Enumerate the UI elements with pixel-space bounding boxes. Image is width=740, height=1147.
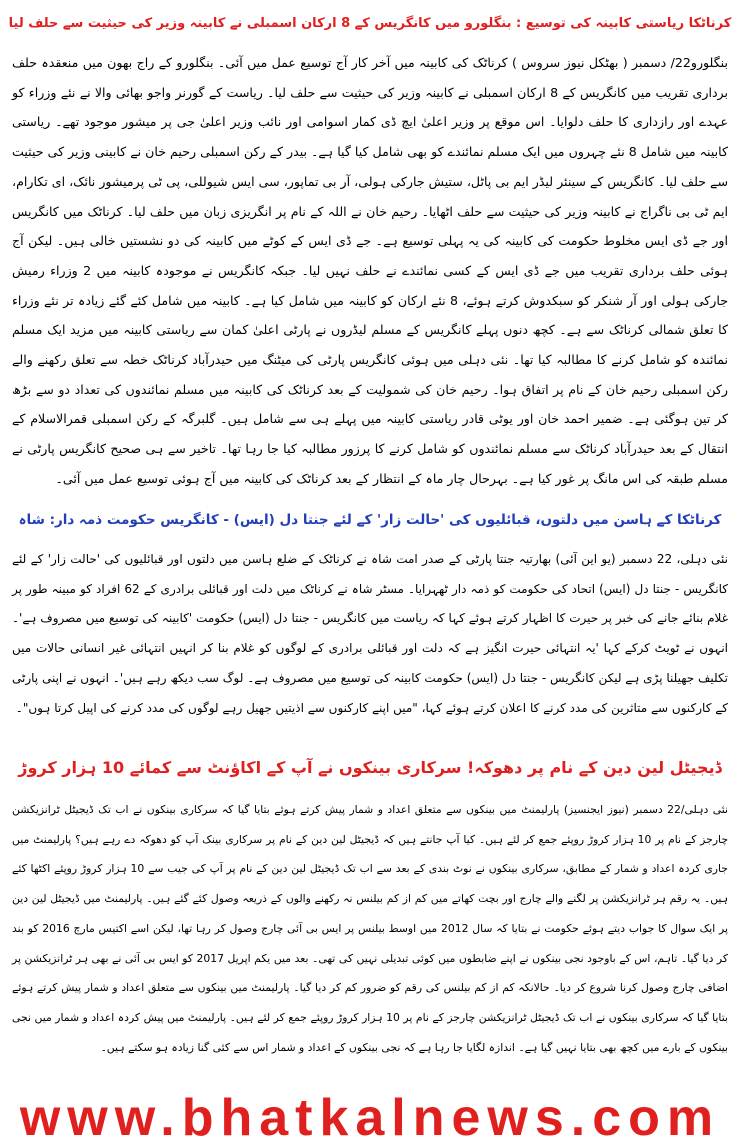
body-digital-banking: نئی دہلی/22 دسمبر (نیوز ایجنسیز) پارلیمنٹ میں بینکوں سے متعلق اعداد و شمار پیش کرتے ہوئے بتایا گیا کہ سرکاری بینکوں نے اب تک ڈیجیٹل ٹرانزیکشن چارجز کے نام پر 10 ہزار کروڑ روپئے جمع کر لئے ہیں۔ کیا آپ جانتے ہیں کہ ڈیجیٹل لین دین کے نام پر سرکاری بینک آپ کو دھوکہ دے رہے ہیں؟ پارلیمنٹ میں جاری کردہ اعداد و شمار کے مطابق، سرکاری بینکوں نے نوٹ بندی کے بعد سے اب تک ڈیجیٹل لین دین کے نام پر آپ کی جیب سے 10 ہزار کروڑ روپئے اکٹھا کئے ہیں۔ یہ رقم ہر ٹرانزیکشن پر لگنے والے چارج اور بچت کھاتے میں کم از کم بیلنس نہ رکھنے والوں کے ذریعہ وصول کئے گئے ہیں۔ پارلیمنٹ میں ڈیجیٹل لین دین پر ایک سوال کا جواب دیتے ہوئے حکومت نے بتایا کہ سال 2012 میں اوسط بیلنس پر ایس بی آئی چارج وصول کر رہا تھا، لیکن اسے اکتیس مارچ 2016 کو بند کر دیا گیا۔ تاہم، اس کے باوجود نجی بینکوں نے اپنے ضابطوں میں کوئی تبدیلی نہیں کی تھی۔ بعد میں یکم اپریل 2017 کو ایس بی آئی نے بھی ہر ٹرانزیکشن پر اضافی چارج وصول کرنا شروع کر دیا۔ حالانکہ کم از کم بیلنس کی رقم کو ضرور کم کر دیا گیا۔ پارلیمنٹ میں بینکوں سے متعلق اعداد و شمار پیش کرتے ہوئے بتایا گیا کہ سرکاری بینکوں نے اب تک ڈیجیٹل ٹرانزیکشن چارجز کے نام پر 10 ہزار کروڑ روپئے جمع کر لئے ہیں۔ پارلیمنٹ میں پیش کردہ اعداد و شمار میں نجی بینکوں کے بارے میں کچھ بھی بتایا نہیں گیا ہے۔ اندازہ لگایا جا رہا ہے کہ نجی بینکوں کے اعداد و شمار اس سے کئی گنا زیادہ ہو سکتے ہیں۔ bbox=[12, 803, 729, 1054]
headline-digital-banking: ڈیجیٹل لین دین کے نام پر دھوکہ! سرکاری بینکوں نے آپ کے اکاؤنٹ سے کمائے 10 ہزار کروڑ bbox=[18, 758, 722, 777]
headline-hassan-dalits: کرناٹکا کے ہاسن میں دلتوں، قبائلیوں کی 'حالت زار' کے لئے جنتا دل (ایس) - کانگریس حکومت ذمہ دار: شاہ bbox=[18, 512, 722, 528]
article-digital-banking bbox=[8, 740, 732, 1062]
body-cabinet-expansion: بنگلورو22/ دسمبر ( بھٹکل نیوز سروس ) کرناٹک کی کابینہ میں آخر کار آج توسیع عمل میں آئی۔ بنگلورو کے راج بھون میں منعقدہ حلف برداری تقریب میں کانگریس کے 8 ارکان اسمبلی نے کابینہ وزیر کی حیثیت سے حلف لیا۔ ریاست کے گورنر واجو بھائی والا نے نئے وزراء کو عہدے اور رازداری کا حلف دلوایا۔ اس موقع پر وزیر اعلیٰ ایچ ڈی کمار اسوامی اور نائب وزیر اعلیٰ جی پر میشور موجود تھے۔ ریاستی کابینہ میں شامل 8 نئے چہروں میں ایک مسلم نمائندے کو بھی شامل کیا گیا ہے۔ بیدر کے رکن اسمبلی رحیم خان نے کابینی وزیر کی حیثیت سے حلف لیا۔ کانگریس کے سینئر لیڈر ایم بی پاٹل، ستیش جارکی ہولی، آر بی تماپور، سی ایس شیوللی، پی ٹی پرمیشور نائک، ای تکارام، ایم ٹی بی ناگراج نے کابینہ وزیر کی حیثیت سے حلف اٹھایا۔ رحیم خان نے اللہ کے نام پر انگریزی زبان میں حلف لیا۔ کرناٹک میں کانگریس اور جے ڈی ایس مخلوط حکومت کی کابینہ کی یہ پہلی توسیع ہے۔ جے ڈی ایس کے کوٹے میں کابینہ کی دو نشستیں خالی ہیں۔ لیکن آج ہوئی حلف برداری تقریب میں جے ڈی ایس کے کسی نمائندے نے حلف نہیں لیا۔ جبکہ کانگریس نے موجودہ کابینہ میں 2 وزراء رمیش جارکی ہولی اور آر شنکر کو سبکدوش کرتے ہوئے، 8 نئے ارکان کو کابینہ میں شامل کیا ہے۔ کابینہ میں شامل کئے گئے زیادہ تر نئے وزراء کا تعلق شمالی کرناٹک سے ہے۔ کچھ دنوں پہلے کانگریس کے مسلم لیڈروں نے پارٹی اعلیٰ کمان سے ریاستی کابینہ میں مزید ایک مسلم نمائندہ کو شامل کرنے کا مطالبہ کیا تھا۔ نئی دہلی میں ہوئی کانگریس پارٹی کی میٹنگ میں حیدرآباد کرناٹک خطہ سے تعلق رکھنے والے رکن اسمبلی رحیم خان کے نام پر اتفاق ہوا۔ رحیم خان کی شمولیت کے بعد کرناٹک کی کابینہ میں مسلم نمائندوں کی تعداد دو سے بڑھ کر تین ہوگئی ہے۔ ضمیر احمد خان اور یوٹی قادر ریاستی کابینہ میں پہلے ہی سے شامل ہیں۔ گلبرگہ کے رکن اسمبلی قمرالاسلام کے انتقال کے بعد حیدرآباد کرناٹک سے مسلم نمائندوں کو شامل کرنے کا پرزور مطالبہ کیا جا رہا تھا۔ تاخیر سے ہی صحیح کانگریس پارٹی نے مسلم طبقہ کی اس مانگ پر غور کیا ہے۔ بہرحال چار ماہ کے انتظار کے بعد کرناٹک کی کابینہ میں آج ہوئی توسیع عمل میں آئی۔ bbox=[12, 55, 729, 486]
article-cabinet-expansion bbox=[8, 0, 732, 494]
site-watermark: www.bhatkalnews.com bbox=[19, 1089, 721, 1147]
body-hassan-dalits: نئی دہلی، 22 دسمبر (یو این آئی) بھارتیہ جنتا پارٹی کے صدر امت شاہ نے کرناٹک کے ضلع ہاسن میں دلتوں اور قبائلیوں کی 'حالت زار' کے لئے کانگریس - جنتا دل (ایس) اتحاد کی حکومت کو ذمہ دار ٹھہرایا۔ مسٹر شاہ نے کرناٹک میں دلت اور قبائلی برادری کے 62 افراد کو مبینہ طور پر غلام بنائے جانے کی خبر پر حیرت کا اظہار کرتے ہوئے کہا کہ ریاست میں کانگریس - جنتا دل (ایس) حکومت 'کابینہ کی توسیع میں مصروف ہے'۔ انہوں نے ٹویٹ کرکے کہا 'یہ انتہائی حیرت انگیز ہے کہ دلت اور قبائلی برادری کے لوگوں کو غلام بنا کر انہیں انتہائی غیر انسانی حالات میں تکلیف جھیلنا پڑی ہے لیکن کانگریس - جنتا دل (ایس) حکومت کابینہ کی توسیع میں مصروف ہے۔ لوگ سب دیکھ رہے ہیں'۔ انہوں نے اپنی پارٹی کے کارکنوں سے متاثرین کی مدد کرنے کا اعلان کرتے ہوئے کہا، "میں اپنے کارکنوں سے اذیتیں جھیل رہے لوگوں کی مدد کرنے کی اپیل کرتا ہوں"۔ bbox=[12, 552, 728, 715]
article-hassan-dalits bbox=[8, 495, 732, 723]
headline-cabinet-expansion: کرناٹکا ریاستی کابینہ کی توسیع : بنگلورو میں کانگریس کے 8 ارکان اسمبلی نے کابینہ وزیر کی حیثیت سے حلف لیا bbox=[8, 16, 732, 31]
